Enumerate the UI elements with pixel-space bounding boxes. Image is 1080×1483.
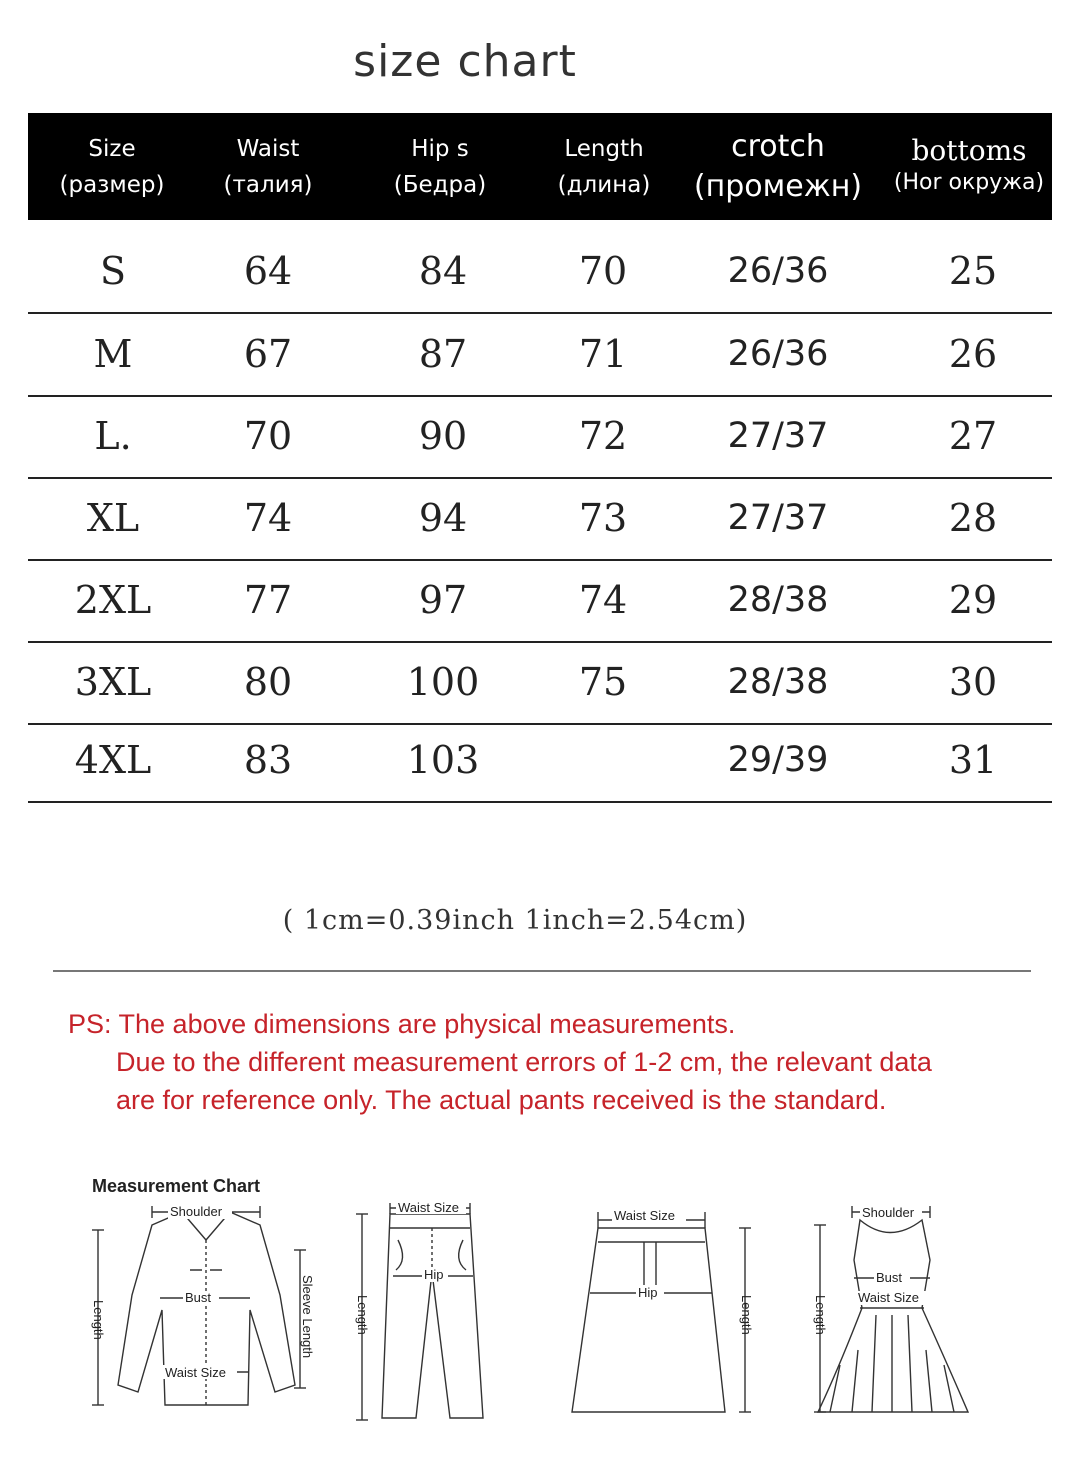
cell-waist: 67: [243, 332, 293, 376]
cell-waist: 64: [243, 249, 293, 293]
table-row: [28, 313, 1052, 397]
pants-waist-label: Waist Size: [398, 1200, 459, 1215]
cell-length: [533, 719, 673, 801]
header-length-label: Length: [564, 135, 644, 162]
pants-diagram: [348, 1200, 498, 1430]
cell-length: 70: [578, 249, 628, 293]
dress-waist-label: Waist Size: [858, 1290, 919, 1305]
cell-hips: 87: [418, 332, 468, 376]
cell-bottoms: 27: [948, 414, 998, 458]
dress-shoulder-label: Shoulder: [862, 1205, 915, 1220]
cell-bottoms: 25: [948, 249, 998, 293]
cell-crotch: 27/37: [727, 498, 829, 538]
cell-hips: 103: [406, 738, 480, 782]
table-row: [28, 477, 1052, 561]
cell-bottoms: 26: [948, 332, 998, 376]
unit-conversion-note: ( 1cm=0.39inch 1inch=2.54cm): [282, 905, 748, 936]
cell-hips: 90: [418, 414, 468, 458]
cell-waist: 80: [243, 660, 293, 704]
cell-waist: 83: [243, 738, 293, 782]
ps-note: [68, 1005, 1028, 1119]
cell-bottoms: 31: [948, 738, 998, 782]
header-size-label: Size: [88, 135, 136, 162]
cell-crotch: 28/38: [727, 580, 829, 620]
page-title: size chart: [353, 36, 577, 87]
cell-crotch: 26/36: [727, 334, 829, 374]
shirt-shoulder-label: Shoulder: [170, 1204, 223, 1219]
shirt-waist-label: Waist Size: [165, 1365, 226, 1380]
cell-waist: 70: [243, 414, 293, 458]
table-header: [28, 113, 1052, 220]
pants-length-label: Length: [355, 1295, 370, 1335]
header-bottoms: [886, 113, 1052, 220]
header-crotch-sublabel: (промежн): [693, 168, 863, 204]
header-size-sublabel: (размер): [59, 171, 165, 198]
cell-hips: 100: [406, 660, 480, 704]
skirt-waist-label: Waist Size: [614, 1208, 675, 1223]
table-row: [28, 641, 1052, 725]
cell-size: 4XL: [74, 738, 152, 782]
cell-bottoms: 30: [948, 660, 998, 704]
cell-crotch: 28/38: [727, 662, 829, 702]
cell-length: 73: [578, 496, 628, 540]
measurement-chart-title: Measurement Chart: [92, 1176, 261, 1196]
cell-crotch: 27/37: [727, 416, 829, 456]
cell-length: 71: [578, 332, 628, 376]
dress-length-label: Length: [813, 1295, 828, 1335]
cell-size: 3XL: [74, 660, 152, 704]
shirt-diagram: [90, 1200, 320, 1425]
divider: [53, 970, 1031, 972]
shirt-length-label: Length: [91, 1300, 106, 1340]
dress-bust-label: Bust: [876, 1270, 903, 1285]
pants-hip-label: Hip: [424, 1267, 444, 1282]
header-waist: [196, 113, 340, 220]
cell-waist: 77: [243, 578, 293, 622]
cell-crotch: 29/39: [727, 740, 829, 780]
header-crotch-label: crotch: [731, 128, 825, 164]
cell-bottoms: 28: [948, 496, 998, 540]
cell-hips: 94: [418, 496, 468, 540]
table-row: [28, 395, 1052, 479]
ps-line-3: are for reference only. The actual pants received is the standard.: [116, 1085, 887, 1115]
header-waist-label: Waist: [236, 135, 300, 162]
cell-size: S: [99, 249, 127, 293]
ps-line-2: Due to the different measurement errors of 1-2 cm, the relevant data: [116, 1047, 932, 1077]
header-hips: [364, 113, 516, 220]
header-bottoms-label: bottoms: [911, 133, 1027, 167]
table-row: [28, 559, 1052, 643]
header-hips-sublabel: (Бедра): [393, 171, 487, 198]
cell-size: 2XL: [74, 578, 152, 622]
header-hips-label: Hip s: [411, 135, 469, 162]
header-waist-sublabel: (талия): [223, 171, 313, 198]
table-row: [28, 230, 1052, 314]
shirt-bust-label: Bust: [185, 1290, 212, 1305]
cell-size: L.: [94, 414, 132, 458]
shirt-sleeve-label: Sleeve Length: [300, 1275, 315, 1359]
header-length-sublabel: (длина): [557, 171, 651, 198]
skirt-length-label: Length: [739, 1295, 754, 1335]
header-bottoms-sublabel: (Нor окружа): [893, 169, 1045, 195]
table-row: [28, 719, 1052, 803]
cell-crotch: 26/36: [727, 251, 829, 291]
skirt-hip-label: Hip: [638, 1285, 658, 1300]
header-size: [28, 113, 196, 220]
header-length: [528, 113, 680, 220]
cell-length: 75: [578, 660, 628, 704]
cell-size: XL: [86, 496, 140, 540]
cell-size: M: [93, 332, 133, 376]
cell-length: 72: [578, 414, 628, 458]
cell-length: 74: [578, 578, 628, 622]
cell-waist: 74: [243, 496, 293, 540]
cell-hips: 97: [418, 578, 468, 622]
dress-diagram: [800, 1200, 975, 1425]
ps-line-1: PS: The above dimensions are physical measurements.: [68, 1009, 736, 1039]
cell-bottoms: 29: [948, 578, 998, 622]
header-crotch: [688, 113, 868, 220]
cell-hips: 84: [418, 249, 468, 293]
skirt-diagram: [560, 1200, 760, 1425]
